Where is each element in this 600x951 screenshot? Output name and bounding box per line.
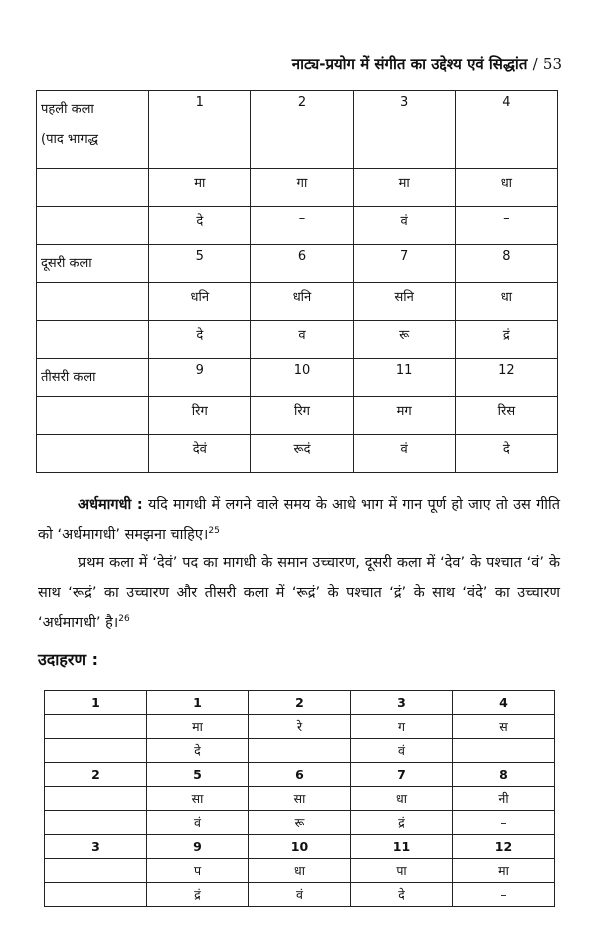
row-label-cell: 1 [45,691,147,715]
table-row [45,811,555,835]
table-cell: द्रं [147,883,249,907]
table-cell: रू [249,811,351,835]
row-label-cell: 2 [45,763,147,787]
paragraph1-text: यदि मागधी में लगने वाले समय के आधे भाग में गान पूर्ण हो जाए तो उस गीति को ‘अर्धमागधी’ समझना चाहिए। [38,497,561,543]
table-cell: 12 [453,835,555,859]
table-cell: ग [351,715,453,739]
table-cell: 2 [249,691,351,715]
table-cell: मा [147,715,249,739]
page-header [292,54,562,74]
table-cell: दे [147,739,249,763]
term-ardhamagadhi: अर्धमागधी : [78,497,143,513]
table-row [37,321,558,359]
table-row [37,359,558,397]
table-cell: 3 [353,91,455,169]
table-cell: 1 [149,91,251,169]
table-cell: – [455,207,557,245]
table-row [45,883,555,907]
header-separator: / [532,55,538,73]
table-cell: गा [251,169,353,207]
table-cell: द्रं [351,811,453,835]
table-row [45,787,555,811]
table-cell: देवं [149,435,251,473]
row-label-cell [37,435,149,473]
table-cell: – [453,883,555,907]
explanation-paragraph [38,548,560,638]
table-cell: मा [453,859,555,883]
table-cell: रे [249,715,351,739]
table-cell: दे [455,435,557,473]
table-cell: 1 [147,691,249,715]
table-cell: 5 [149,245,251,283]
table-cell: 6 [249,763,351,787]
table-row [45,691,555,715]
table-cell: दे [149,321,251,359]
table-cell: 3 [351,691,453,715]
table-cell: 12 [455,359,557,397]
table-cell: धनि [251,283,353,321]
ardhamagadhi-paragraph [38,490,560,550]
table-cell: 10 [251,359,353,397]
row-label-cell: तीसरी कला [37,359,149,397]
table-cell: – [251,207,353,245]
table-cell: धा [455,169,557,207]
table-row [45,739,555,763]
row-label-cell [37,169,149,207]
example-table [44,690,555,907]
table-cell: 7 [351,763,453,787]
row-label-cell [45,811,147,835]
table-cell: पा [351,859,453,883]
table-row [45,859,555,883]
table-row [37,435,558,473]
header-title: नाट्य-प्रयोग में संगीत का उद्देश्य एवं सिद्धांत [291,55,528,73]
example-heading: उदाहरण : [38,650,98,669]
table-cell: 4 [453,691,555,715]
table-cell: 5 [147,763,249,787]
row-label-cell: पहली कला (पाद भागद्ध [37,91,149,169]
table-cell: 11 [351,835,453,859]
row-label-cell: 3 [45,835,147,859]
table-cell: दे [351,883,453,907]
table-cell: दे [149,207,251,245]
table-cell: सनि [353,283,455,321]
row-label-cell [37,283,149,321]
table-cell: रिस [455,397,557,435]
paragraph2-text: प्रथम कला में ‘देवं’ पद का मागधी के समान उच्चारण, दूसरी कला में ‘देव’ के पश्चात ‘वं’ के साथ ‘रूद्रं’ का उच्चारण और तीसरी कला में ‘रूद्रं’ के पश्चात ‘द्रं’ के साथ ‘वंदे’ का उच्चारण ‘अर्धमागधी’ है। [38,555,560,631]
table-cell: धा [455,283,557,321]
footnote-25: 25 [208,526,220,537]
table-cell: 9 [147,835,249,859]
table-cell: मा [353,169,455,207]
table-cell: नी [453,787,555,811]
row-label-cell [45,739,147,763]
table-row [37,245,558,283]
table-cell: 9 [149,359,251,397]
table-row [37,91,558,169]
table-cell: 6 [251,245,353,283]
table-cell [249,739,351,763]
row-label-cell [37,397,149,435]
table-row [45,763,555,787]
table-cell: रिग [149,397,251,435]
row-label-cell: दूसरी कला [37,245,149,283]
table-row [45,835,555,859]
row-label-cell [37,321,149,359]
table-cell: स [453,715,555,739]
row-label-cell [45,715,147,739]
table-cell: वं [249,883,351,907]
table-cell: – [453,811,555,835]
table-cell: 8 [453,763,555,787]
row-label-cell [37,207,149,245]
table-cell: धनि [149,283,251,321]
row-label-cell [45,883,147,907]
table-cell: सा [249,787,351,811]
table-cell [453,739,555,763]
table-cell: 2 [251,91,353,169]
table-cell: 10 [249,835,351,859]
table-row [45,715,555,739]
table-row [37,397,558,435]
table-cell: सा [147,787,249,811]
table-cell: रू [353,321,455,359]
table-cell: वं [353,207,455,245]
table-cell: 8 [455,245,557,283]
page-number: 53 [542,55,562,73]
table-cell: रूदं [251,435,353,473]
table-cell: धा [249,859,351,883]
table-cell: धा [351,787,453,811]
table-cell: मा [149,169,251,207]
row-label-cell [45,859,147,883]
table-cell: द्रं [455,321,557,359]
table-cell: 4 [455,91,557,169]
footnote-26: 26 [118,614,130,625]
table-cell: 7 [353,245,455,283]
table-cell: 11 [353,359,455,397]
table-row [37,169,558,207]
table-cell: रिग [251,397,353,435]
table-cell: प [147,859,249,883]
table-cell: वं [353,435,455,473]
table-row [37,207,558,245]
table-row [37,283,558,321]
row-label-cell [45,787,147,811]
table-cell: मग [353,397,455,435]
table-cell: वं [351,739,453,763]
table-cell: वं [147,811,249,835]
table-cell: व [251,321,353,359]
kala-table [36,90,558,473]
